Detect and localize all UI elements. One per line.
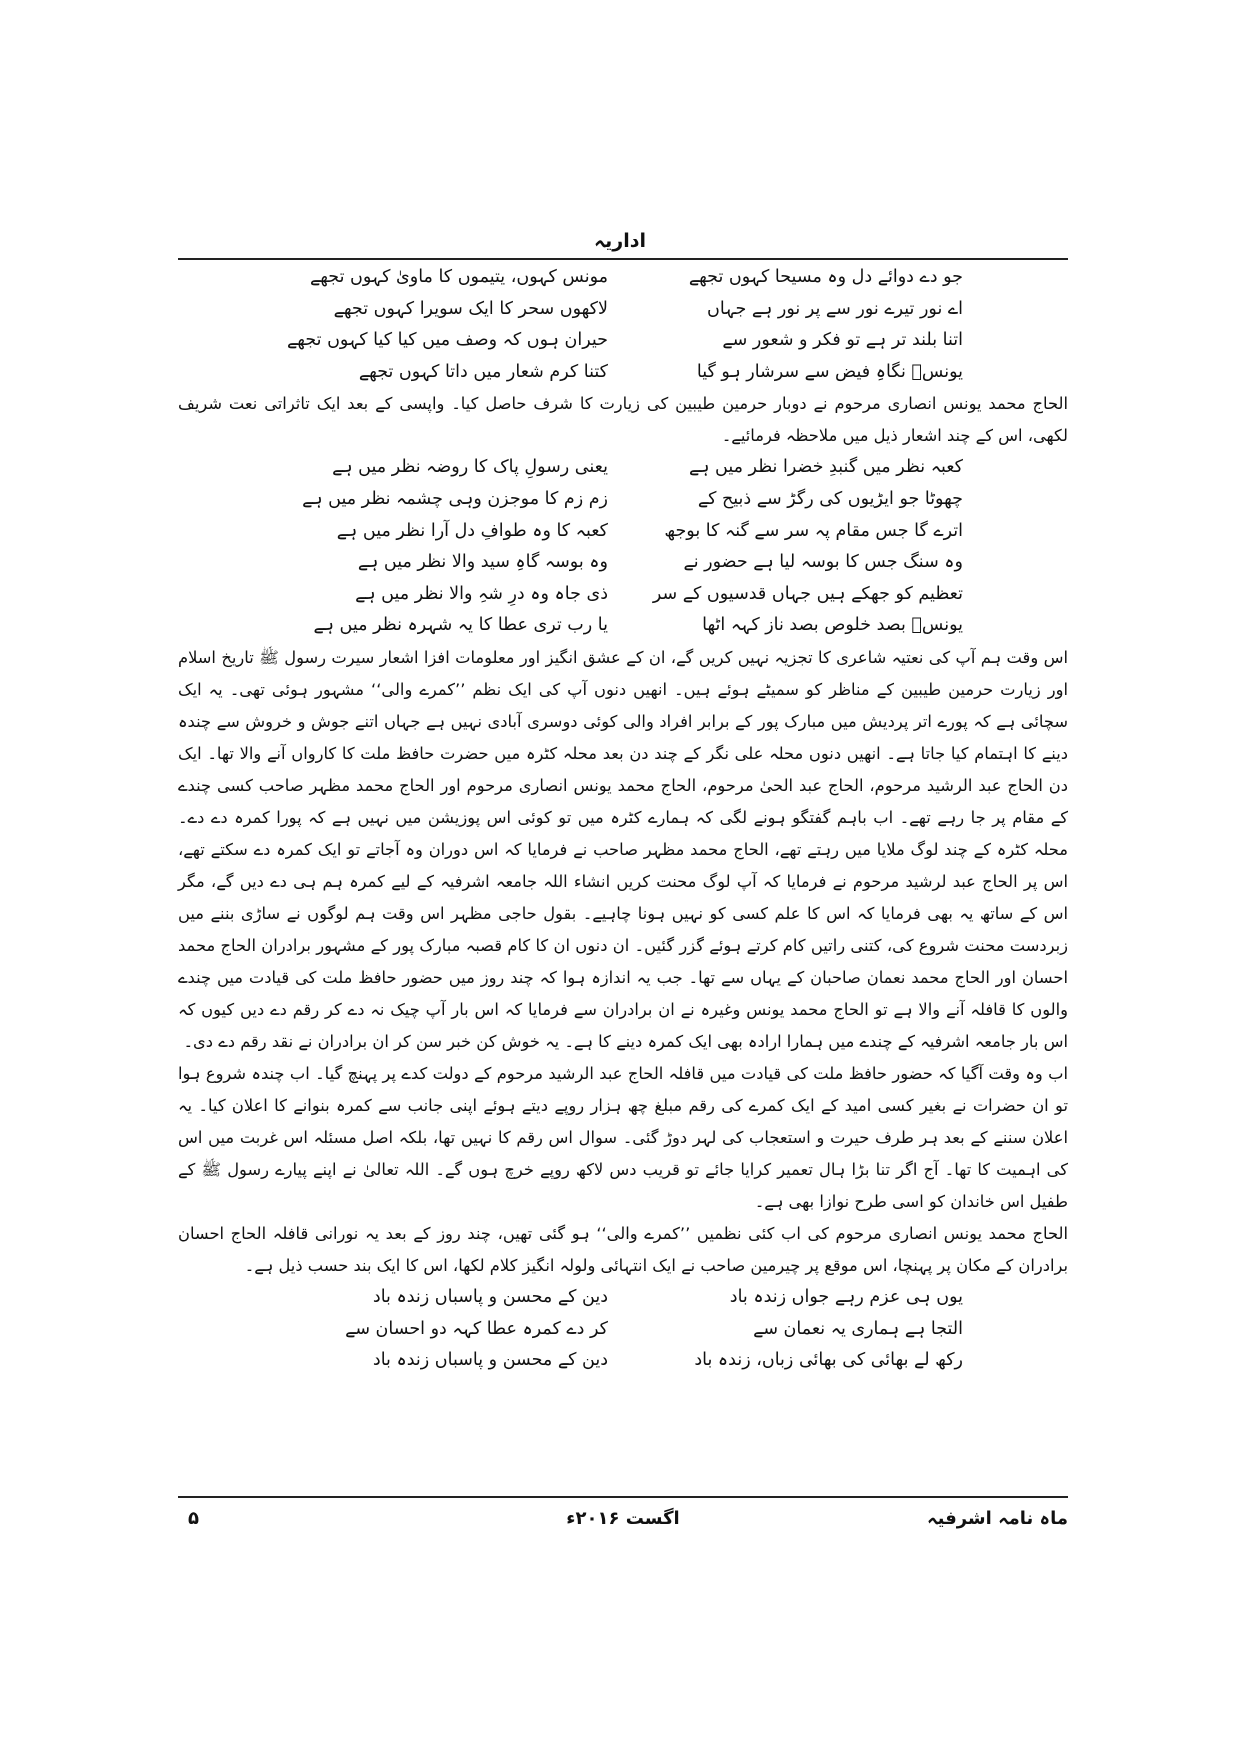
couplet <box>283 484 963 516</box>
poem-1 <box>283 262 963 388</box>
verse-first: یونسؔ نگاہِ فیض سے سرشار ہو گیا <box>696 361 963 382</box>
couplet <box>283 516 963 548</box>
couplet <box>283 547 963 579</box>
verse-first: کعبہ نظر میں گنبدِ خضرا نظر میں ہے <box>688 457 963 478</box>
verse-first: تعظیم کو جھکے ہیں جہاں قدسیوں کے سر <box>652 583 963 604</box>
verse-second: حیران ہوں کہ وصف میں کیا کیا کہوں تجھے <box>287 330 608 351</box>
verse-second: دین کے محسن و پاسباں زندہ باد <box>372 1350 608 1371</box>
paragraph-text: الحاج محمد یونس انصاری مرحوم نے دوبار حرمین طیبین کی زیارت کا شرف حاصل کیا۔ واپسی کے بعد ایک تاثراتی نعت شریف لکھی، اس کے چند اشعار ذیل میں ملاحظہ فرمائیے۔ <box>178 394 1068 446</box>
verse-first: التجا ہے ہماری یہ نعمان سے <box>753 1318 963 1339</box>
verse-second: وہ بوسہ گاہِ سید والا نظر میں ہے <box>357 552 608 573</box>
verse-second: لاکھوں سحر کا ایک سویرا کہوں تجھے <box>333 298 608 319</box>
page-footer <box>178 1508 1068 1542</box>
paragraph-text: اب وہ وقت آگیا کہ حضور حافظ ملت کی قیادت میں قافلہ الحاج عبد الرشید مرحوم کے دولت کدے پر پہنچ گیا۔ اب چندہ شروع ہوا تو ان حضرات نے بغیر کسی امید کے ایک کمرے کی رقم مبلغ چھ ہزار روپے دیتے ہوئے اپنی جانب سے کمرہ بنوانے کا اعلان کیا۔ یہ اعلان سننے کے بعد ہر طرف حیرت و استعجاب کی لہر دوڑ گئی۔ سوال اس رقم کا نہیں تھا، بلکہ اصل مسئلہ اس غربت میں اس کی اہمیت کا تھا۔ آج اگر تنا بڑا ہال تعمیر کرایا جائے تو قریب دس لاکھ روپے خرچ ہوں گے۔ اللہ تعالیٰ نے اپنے پیارے رسول ﷺ کے طفیل اس خاندان کو اسی طرح نوازا بھی ہے۔ <box>178 1063 1068 1211</box>
couplet <box>283 579 963 611</box>
verse-second: یعنی رسولِ پاک کا روضہ نظر میں ہے <box>332 457 608 478</box>
verse-second: کعبہ کا وہ طوافِ دل آرا نظر میں ہے <box>336 520 608 541</box>
magazine-name: ماہ نامہ اشرفیہ <box>927 1508 1068 1529</box>
verse-first: رکھ لے بھائی کی بھائی زباں، زندہ باد <box>694 1350 963 1371</box>
couplet <box>283 357 963 389</box>
verse-second: یا رب تری عطا کا یہ شہرہ نظر میں ہے <box>313 615 608 636</box>
verse-first: چھوٹا جو ایڑیوں کی رگڑ سے ذبیح کے <box>697 488 963 509</box>
verse-second: کتنا کرم شعار میں داتا کہوں تجھے <box>358 361 608 382</box>
poem-2 <box>283 452 963 642</box>
page-number: ۵ <box>188 1508 199 1529</box>
couplet <box>283 1345 963 1377</box>
verse-first: وہ سنگ جس کا بوسہ لیا ہے حضور نے <box>683 552 963 573</box>
couplet <box>283 262 963 294</box>
paragraph-text: الحاج محمد یونس انصاری مرحوم کی اب کئی نظمیں ’’کمرے والی‘‘ ہو گئی تھیں، چند روز کے بعد یہ نورانی قافلہ الحاج احسان برادران کے مکان پر پہنچا، اس موقع پر چیرمین صاحب نے ایک انتہائی ولولہ انگیز کلام لکھا، اس کا ایک بند حسب ذیل ہے۔ <box>178 1223 1068 1275</box>
paragraph-intro <box>178 388 1068 452</box>
verse-first: جو دے دوائے دل وہ مسیحا کہوں تجھے <box>688 267 963 287</box>
issue-date: اگست ۲۰۱۶ء <box>566 1508 680 1529</box>
verse-second: دین کے محسن و پاسباں زندہ باد <box>372 1286 608 1307</box>
couplet <box>283 294 963 326</box>
verse-second: ذی جاہ وہ درِ شہِ والا نظر میں ہے <box>355 583 608 604</box>
couplet <box>283 1282 963 1314</box>
paragraph-main <box>178 642 1068 1282</box>
verse-first: اترے گا جس مقام پہ سر سے گنہ کا بوجھ <box>664 520 963 541</box>
paragraph-text: اس وقت ہم آپ کی نعتیہ شاعری کا تجزیہ نہیں کریں گے، ان کے عشق انگیز اور معلومات افزا اشعار سیرت رسول ﷺ تاریخ اسلام اور زیارت حرمین طیبین کے مناظر کو سمیٹے ہوئے ہیں۔ انھیں دنوں آپ کی ایک نظم ’’کمرے والی‘‘ مشہور ہوئی تھی۔ یہ ایک سچائی ہے کہ پورے اتر پردیش میں مبارک پور کے برابر افراد والی کوئی دوسری آبادی نہیں ہے جہاں اتنے جوش و خروش سے چندہ دینے کا اہتمام کیا جاتا ہے۔ انھیں دنوں محلہ علی نگر کے چند دن بعد محلہ کٹرہ میں حضرت حافظ ملت کا کارواں آنے والا تھا۔ ایک دن الحاج عبد الرشید مرحوم، الحاج عبد الحیٰ مرحوم، الحاج محمد یونس انصاری مرحوم اور الحاج محمد مظہر صاحب کسی چندے کے مقام پر جا رہے تھے۔ اب باہم گفتگو ہونے لگی کہ ہمارے کٹرہ میں تو کوئی اس پوزیشن میں نہیں ہے کہ پورا کمرہ دے دے۔ محلہ کٹرہ کے چند لوگ ملایا میں رہتے تھے، الحاج محمد مظہر صاحب نے فرمایا کہ اس دوران وہ آجاتے تو ایک کمرہ دے سکتے تھے، اس پر الحاج عبد لرشید مرحوم نے فرمایا کہ آپ لوگ محنت کریں انشاء اللہ جامعہ اشرفیہ کے لیے کمرہ ہم ہی دے دیں گے، مگر اس کے ساتھ یہ بھی فرمایا کہ اس کا علم کسی کو نہیں ہونا چاہیے۔ بقول حاجی مظہر اس وقت ہم لوگوں نے ساڑی بننے میں زبردست محنت شروع کی، کتنی راتیں کام کرتے ہوئے گزر گئیں۔ ان دنوں ان کا کام قصبہ مبارک پور کے مشہور برادران الحاج محمد احسان اور الحاج محمد نعمان صاحبان کے یہاں سے تھا۔ جب یہ اندازہ ہوا کہ چند روز میں حضور حافظ ملت کی قیادت میں چندے والوں کا قافلہ آنے والا ہے تو الحاج محمد یونس وغیرہ نے ان برادران سے فرمایا کہ اس بار آپ چیک نہ دے کر رقم دے دیں کیوں کہ اس بار جامعہ اشرفیہ کے چندے میں ہمارا ارادہ بھی ایک کمرہ دینے کا ہے۔ یہ خوش کن خبر سن کر ان برادران نے نقد رقم دے دی۔ <box>178 647 1068 1051</box>
verse-first: یوں ہی عزم رہے جواں زندہ باد <box>729 1286 963 1307</box>
couplet <box>283 452 963 484</box>
header-rule <box>178 258 1068 260</box>
verse-first: اے نور تیرے نور سے پر نور ہے جہاں <box>707 298 963 319</box>
verse-first: اتنا بلند تر ہے تو فکر و شعور سے <box>722 330 963 351</box>
poem-3 <box>283 1282 963 1377</box>
couplet <box>283 610 963 642</box>
verse-second: مونس کہوں، یتیموں کا ماویٰ کہوں تجھے <box>309 267 608 287</box>
couplet <box>283 1314 963 1346</box>
running-title: اداریہ <box>594 230 646 252</box>
verse-second: زم زم کا موجزن وہی چشمہ نظر میں ہے <box>302 488 608 509</box>
article-body <box>178 262 1068 1377</box>
couplet <box>283 325 963 357</box>
footer-rule <box>178 1496 1068 1498</box>
verse-first: یونسؔ بصد خلوص بصد ناز کہہ اٹھا <box>702 615 963 636</box>
verse-second: کر دے کمرہ عطا کہہ دو احسان سے <box>345 1318 608 1339</box>
